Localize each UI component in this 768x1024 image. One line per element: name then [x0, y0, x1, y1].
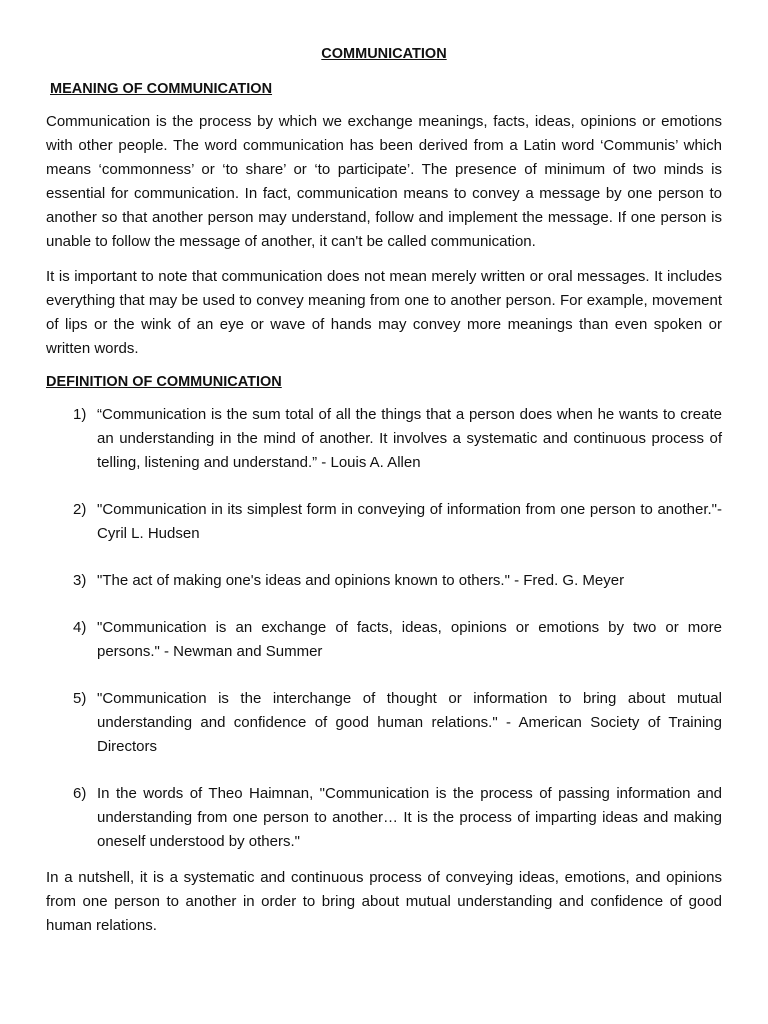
definition-heading: DEFINITION OF COMMUNICATION	[46, 374, 282, 390]
definition-item	[46, 616, 722, 664]
definition-text: "Communication is an exchange of facts, ideas, opinions or emotions by two or more persons." - Newman and Summer	[97, 619, 722, 660]
definition-text: "Communication in its simplest form in conveying of information from one person to another."- Cyril L. Hudsen	[97, 501, 722, 542]
conclusion-paragraph: In a nutshell, it is a systematic and continuous process of conveying ideas, emotions, and opinions from one person to another in order to bring about mutual understanding and confidence of good human relations.	[46, 869, 722, 934]
definition-number: 2)	[73, 501, 87, 518]
definition-item	[46, 403, 722, 475]
definition-number: 1)	[73, 406, 87, 423]
definition-number: 6)	[73, 785, 87, 802]
definition-item	[46, 782, 722, 854]
definition-text: In the words of Theo Haimnan, "Communication is the process of passing information and understanding from one person to another… It is the process of imparting ideas and making oneself understood by others."	[97, 785, 722, 850]
definition-list	[46, 403, 722, 854]
document-page	[46, 44, 722, 949]
meaning-paragraph: Communication is the process by which we exchange meanings, facts, ideas, opinions or emotions with other people. The word communication has been derived from a Latin word ‘Communis’ which means ‘commonness’ or ‘to share’ or ‘to participate’. The presence of minimum of two minds is essential for communication. In fact, communication means to convey a message by one person to another so that another person may understand, follow and implement the message. If one person is unable to follow the message of another, it can't be called communication.	[46, 113, 722, 250]
definition-text: "Communication is the interchange of thought or information to bring about mutual understanding and confidence of good human relations." - American Society of Training Directors	[97, 690, 722, 755]
meaning-heading: MEANING OF COMMUNICATION	[50, 81, 273, 97]
definition-number: 4)	[73, 619, 87, 636]
definition-item	[46, 687, 722, 759]
definition-item	[46, 498, 722, 546]
definition-text: "The act of making one's ideas and opinions known to others." - Fred. G. Meyer	[97, 572, 625, 589]
definition-number: 5)	[73, 690, 87, 707]
document-title: COMMUNICATION	[321, 46, 447, 62]
definition-item	[46, 569, 722, 593]
definition-text: “Communication is the sum total of all the things that a person does when he wants to create an understanding in the mind of another. It involves a systematic and continuous process of telling, listening and understand.” - Louis A. Allen	[97, 406, 722, 471]
definition-number: 3)	[73, 572, 87, 589]
meaning-paragraph: It is important to note that communication does not mean merely written or oral messages. It includes everything that may be used to convey meaning from one to another person. For example, movement of lips or the wink of an eye or wave of hands may convey more meanings than even spoken or written words.	[46, 268, 722, 357]
